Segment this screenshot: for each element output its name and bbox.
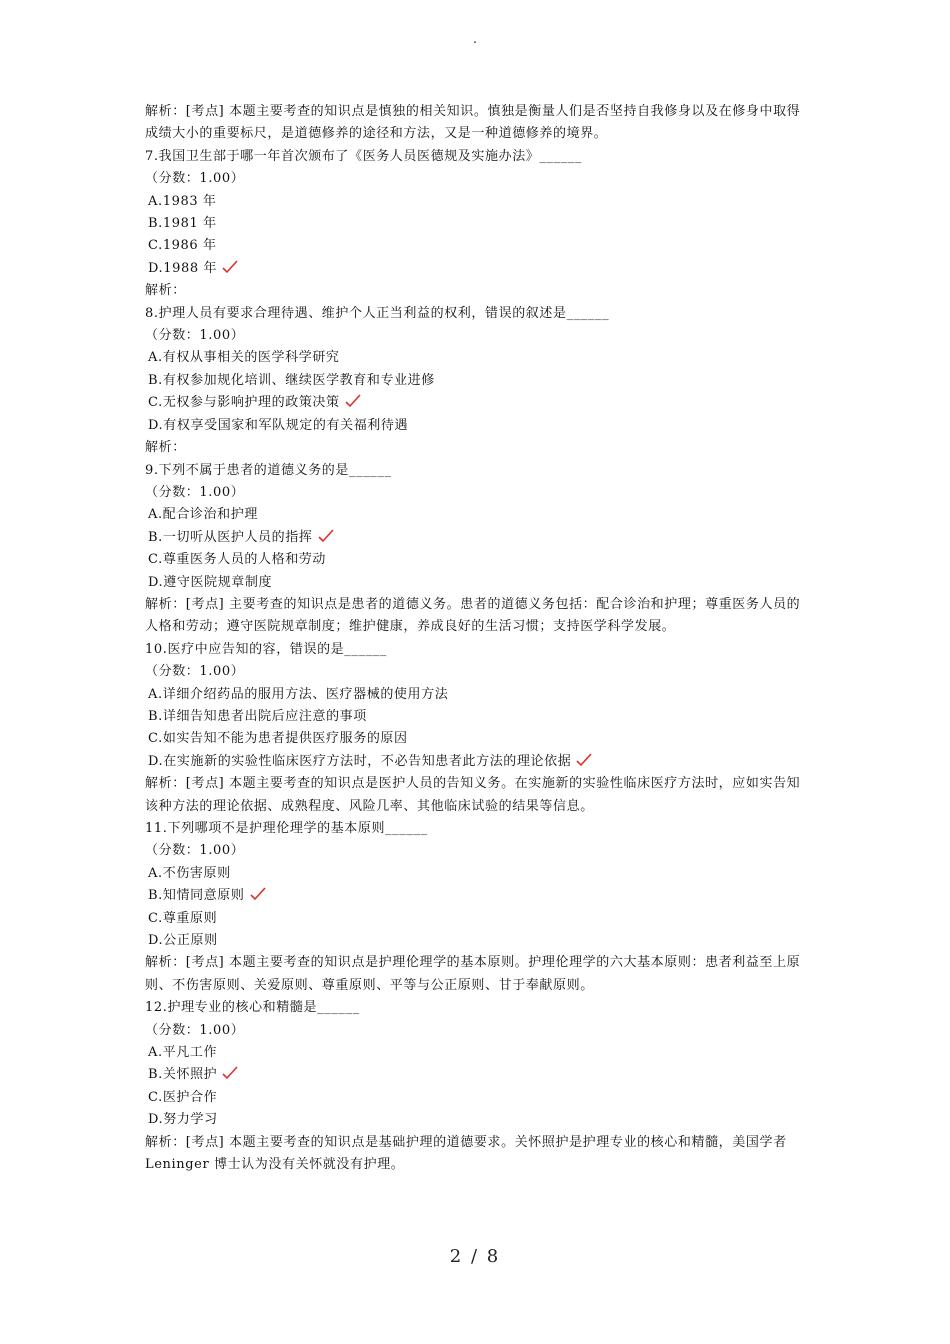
option-label: C.1986 年	[148, 238, 217, 254]
header-mark: .	[472, 30, 478, 47]
question-text: 9.下列不属于患者的道德义务的是______	[145, 462, 392, 478]
option	[145, 1064, 810, 1086]
score-text: （分数：1.00）	[145, 843, 245, 859]
option	[145, 706, 810, 728]
option	[145, 235, 810, 257]
checkmark-icon	[576, 753, 592, 767]
question-text: 10.医疗中应告知的容，错误的是______	[145, 641, 387, 657]
question-text: 12.护理专业的核心和精髓是______	[145, 1000, 360, 1016]
analysis-text: 解析：[考点] 主要考查的知识点是患者的道德义务。患者的道德义务包括：配合诊治和护理；尊重医务人员的人格和劳动；遵守医院规章制度；维护健康，养成良好的生活习惯；支持医学科学发展。	[145, 596, 801, 635]
option-label: A.不伤害原则	[148, 865, 231, 881]
score-text: （分数：1.00）	[145, 484, 245, 500]
option	[145, 392, 810, 414]
option-label: B.详细告知患者出院后应注意的事项	[148, 708, 367, 724]
analysis-text: 解析：[考点] 本题主要考查的知识点是护理伦理学的基本原则。护理伦理学的六大基本原则：患者利益至上原则、不伤害原则、关爱原则、尊重原则、平等与公正原则、甘于奉献原则。	[145, 955, 801, 993]
analysis-text: 解析：	[145, 440, 186, 456]
option	[145, 908, 810, 930]
option	[145, 527, 810, 549]
option-label: D.1988 年	[148, 260, 218, 276]
option-label: A.1983 年	[148, 193, 217, 209]
option	[145, 549, 810, 571]
checkmark-icon	[250, 887, 266, 901]
question-text: 7.我国卫生部于哪一年首次颁布了《医务人员医德规及实施办法》______	[145, 148, 583, 164]
option	[145, 415, 810, 437]
option	[145, 1042, 810, 1064]
analysis-text: 解析：	[145, 283, 186, 299]
option-label: D.遵守医院规章制度	[148, 574, 273, 590]
option-label: D.在实施新的实验性临床医疗方法时，不必告知患者此方法的理论依据	[148, 753, 572, 769]
option-label: B.一切听从医护人员的指挥	[148, 529, 313, 545]
option-label: C.医护合作	[148, 1089, 218, 1105]
option-label: D.有权享受国家和军队规定的有关福利待遇	[148, 417, 409, 433]
option	[145, 728, 810, 750]
option-label: C.尊重原则	[148, 910, 218, 926]
option-label: D.努力学习	[148, 1112, 218, 1128]
option-label: C.如实告知不能为患者提供医疗服务的原因	[148, 731, 408, 747]
option	[145, 258, 810, 280]
option	[145, 347, 810, 369]
option-label: A.配合诊治和护理	[148, 507, 258, 523]
option	[145, 572, 810, 594]
option	[145, 885, 810, 907]
option-label: D.公正原则	[148, 933, 218, 949]
option	[145, 504, 810, 526]
analysis-text: 解析：[考点] 本题主要考查的知识点是基础护理的道德要求。关怀照护是护理专业的核心和精髓，美国学者 Leninger 博士认为没有关怀就没有护理。	[145, 1134, 787, 1173]
option	[145, 863, 810, 885]
option-label: C.尊重医务人员的人格和劳动	[148, 552, 327, 568]
page-number: 2 / 8	[449, 1246, 501, 1267]
analysis-text: 解析：[考点] 本题主要考查的知识点是医护人员的告知义务。在实施新的实验性临床医疗方法时，应如实告知该种方法的理论依据、成熟程度、风险几率、其他临床试验的结果等信息。	[145, 776, 801, 814]
score-text: （分数：1.00）	[145, 171, 245, 187]
option-label: A.有权从事相关的医学科学研究	[148, 350, 340, 366]
checkmark-icon	[345, 394, 361, 408]
score-text: （分数：1.00）	[145, 328, 245, 344]
analysis-text: 解析：[考点] 本题主要考查的知识点是慎独的相关知识。慎独是衡量人们是否坚持自我修身以及在修身中取得成绩大小的重要标尺，是道德修养的途径和方法，又是一种道德修养的境界。	[145, 104, 801, 142]
option	[145, 213, 810, 235]
option	[145, 370, 810, 392]
option-label: A.平凡工作	[148, 1045, 218, 1061]
option	[145, 191, 810, 213]
option-label: B.有权参加规化培训、继续医学教育和专业进修	[148, 372, 435, 388]
option-label: C.无权参与影响护理的政策决策	[148, 395, 340, 411]
checkmark-icon	[318, 529, 334, 543]
question-text: 8.护理人员有要求合理待遇、维护个人正当利益的权利，错误的叙述是______	[145, 305, 610, 321]
checkmark-icon	[222, 260, 238, 274]
score-text: （分数：1.00）	[145, 1022, 245, 1038]
option-label: B.知情同意原则	[148, 888, 245, 904]
option-label: B.关怀照护	[148, 1067, 218, 1083]
checkmark-icon	[222, 1066, 238, 1080]
option-label: B.1981 年	[148, 216, 217, 232]
score-text: （分数：1.00）	[145, 664, 245, 680]
question-text: 11.下列哪项不是护理伦理学的基本原则______	[145, 821, 428, 836]
option	[145, 751, 810, 773]
option	[145, 1109, 810, 1131]
option	[145, 1087, 810, 1109]
option-label: A.详细介绍药品的服用方法、医疗器械的使用方法	[148, 686, 449, 702]
document-body	[145, 101, 810, 1177]
option	[145, 684, 810, 706]
option	[145, 930, 810, 952]
